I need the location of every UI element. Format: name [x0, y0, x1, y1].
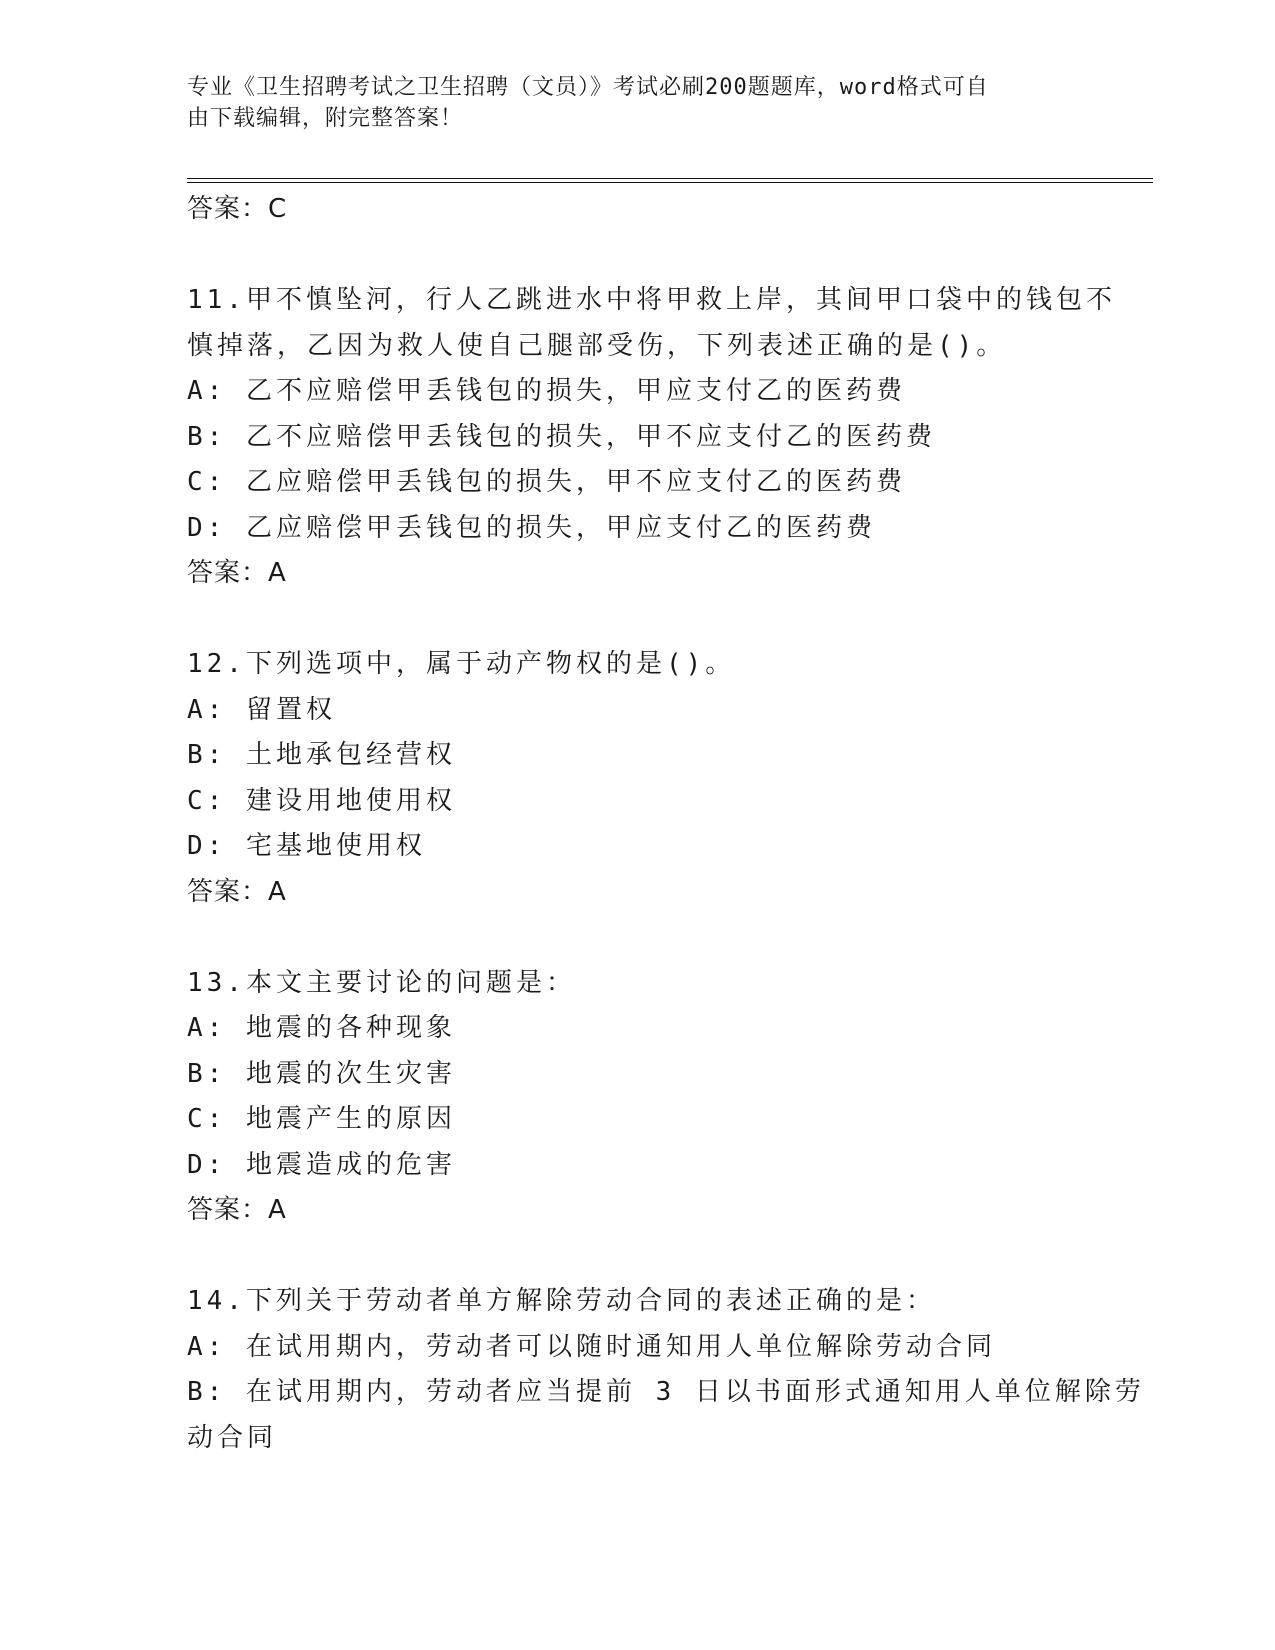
- header-divider-top: [187, 178, 1153, 179]
- option-d: D: 宅基地使用权: [187, 831, 426, 861]
- option-a: A: 地震的各种现象: [187, 1013, 456, 1043]
- question-stem-line: 12.下列选项中，属于动产物权的是()。: [187, 649, 736, 679]
- option-b: B: 土地承包经营权: [187, 740, 456, 770]
- option-d: D: 乙应赔偿甲丢钱包的损失，甲应支付乙的医药费: [187, 512, 876, 543]
- option-c: C: 地震产生的原因: [187, 1104, 456, 1134]
- header-divider-bottom: [187, 182, 1153, 183]
- option-b: B: 在试用期内，劳动者应当提前 3 日以书面形式通知用人单位解除劳: [187, 1377, 1145, 1407]
- option-a: A: 留置权: [187, 694, 336, 725]
- question-14: [187, 1279, 1145, 1461]
- question-stem-line: 13.本文主要讨论的问题是：: [187, 967, 576, 998]
- spacer: [187, 915, 1087, 961]
- option-b-continued: 动合同: [187, 1422, 278, 1453]
- option-b: B: 地震的次生灾害: [187, 1058, 456, 1089]
- option-c: C: 建设用地使用权: [187, 785, 456, 816]
- option-c: C: 乙应赔偿甲丢钱包的损失，甲不应支付乙的医药费: [187, 467, 906, 497]
- question-11: [187, 278, 1116, 597]
- header-title-line-2: 由下载编辑，附完整答案！: [187, 106, 464, 131]
- question-stem-line: 11.甲不慎坠河，行人乙跳进水中将甲救上岸，其间甲口袋中的钱包不: [187, 285, 1116, 315]
- option-b: B: 乙不应赔偿甲丢钱包的损失，甲不应支付乙的医药费: [187, 421, 936, 452]
- answer-line: 答案：A: [187, 558, 287, 588]
- question-stem-line: 14.下列关于劳动者单方解除劳动合同的表述正确的是：: [187, 1286, 936, 1316]
- answer-line: 答案：C: [187, 194, 288, 224]
- option-a: A: 乙不应赔偿甲丢钱包的损失，甲应支付乙的医药费: [187, 376, 906, 406]
- header-title-line-1: 专业《卫生招聘考试之卫生招聘（文员）》考试必刷200题题库，word格式可自: [187, 75, 989, 100]
- spacer: [187, 1234, 1087, 1280]
- document-header: [187, 72, 1067, 134]
- answer-line: 答案：A: [187, 1195, 287, 1225]
- question-list: [187, 187, 1145, 1461]
- question-13: [187, 961, 1087, 1234]
- answer-line: 答案：A: [187, 876, 287, 907]
- option-d: D: 地震造成的危害: [187, 1149, 456, 1180]
- question-12: [187, 642, 1087, 915]
- question-stem-line: 慎掉落，乙因为救人使自己腿部受伤，下列表述正确的是()。: [187, 330, 1007, 361]
- option-a: A: 在试用期内，劳动者可以随时通知用人单位解除劳动合同: [187, 1331, 996, 1362]
- spacer: [187, 233, 1087, 279]
- spacer: [187, 597, 1087, 643]
